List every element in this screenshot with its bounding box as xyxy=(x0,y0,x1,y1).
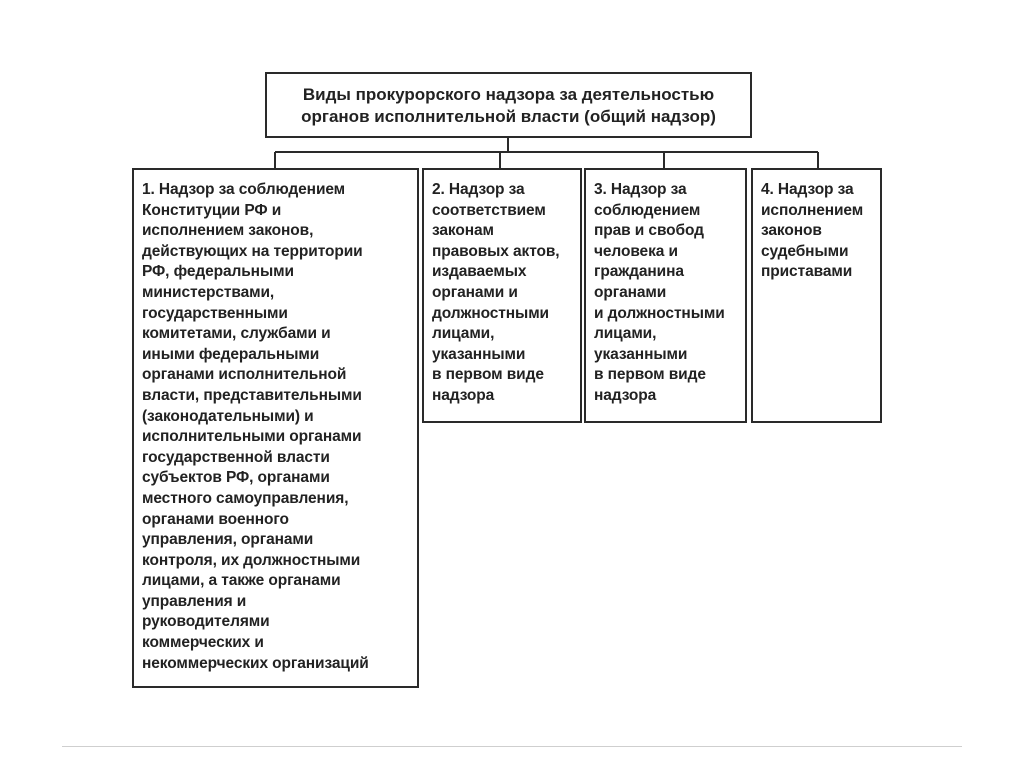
branch-4-line: 4. Надзор за xyxy=(761,181,854,198)
branch-2-line: лицами, xyxy=(432,325,495,343)
branch-1-line: 1. Надзор за соблюдением xyxy=(142,181,346,198)
branch-1-line: некоммерческих организаций xyxy=(142,654,369,672)
branch-1-line: государственной власти xyxy=(142,448,330,466)
branch-1-line: власти, представительными xyxy=(142,386,362,404)
branch-1-line: субъектов РФ, органами xyxy=(142,469,330,487)
branch-1-line: органами военного xyxy=(142,510,289,528)
branch-4-line: судебными xyxy=(761,242,849,260)
branch-2-line: издаваемых xyxy=(432,263,527,281)
branch-4-line: законов xyxy=(761,222,822,240)
branch-3-line: надзора xyxy=(594,386,657,404)
branch-1-line: руководителями xyxy=(142,613,270,631)
branch-2-line: в первом виде xyxy=(432,366,544,384)
branch-1-line: министерствами, xyxy=(142,283,275,301)
branch-2-line: органами и xyxy=(432,283,518,301)
branch-2-line: правовых актов, xyxy=(432,242,560,260)
branch-2-line: должностными xyxy=(432,304,549,322)
branch-3-line: 3. Надзор за xyxy=(594,181,687,198)
branch-node-1 xyxy=(132,168,419,688)
branch-3-line: лицами, xyxy=(594,325,657,343)
branch-3-line: прав и свобод xyxy=(594,222,704,240)
root-title-line-2: органов исполнительной власти (общий надзор) xyxy=(301,107,716,126)
branch-2-line: надзора xyxy=(432,386,495,404)
branch-3-line: указанными xyxy=(594,345,688,363)
branch-1-line: действующих на территории xyxy=(142,242,363,260)
branch-2-line: 2. Надзор за xyxy=(432,181,525,198)
branch-node-2 xyxy=(422,168,582,423)
branch-1-line: иными федеральными xyxy=(142,345,320,363)
branch-node-4 xyxy=(751,168,882,423)
root-node-box xyxy=(265,72,752,138)
branch-2-line: соответствием xyxy=(432,201,546,219)
branch-1-line: местного самоуправления, xyxy=(142,489,349,507)
branch-3-line: человека и xyxy=(594,242,678,260)
branch-1-line: управления и xyxy=(142,592,247,610)
branch-2-line: указанными xyxy=(432,345,526,363)
branch-1-line: управления, органами xyxy=(142,531,314,549)
branch-1-line: коммерческих и xyxy=(142,634,264,652)
branch-1-line: исполнением законов, xyxy=(142,222,314,240)
branch-3-line: соблюдением xyxy=(594,201,701,219)
branch-3-line: гражданина xyxy=(594,263,684,281)
branch-4-line: приставами xyxy=(761,263,853,281)
branch-3-line: и должностными xyxy=(594,304,725,322)
branch-3-line: в первом виде xyxy=(594,366,706,384)
branch-1-line: исполнительными органами xyxy=(142,428,362,446)
branch-1-line: Конституции РФ и xyxy=(142,201,282,219)
branch-2-line: законам xyxy=(432,222,494,240)
branch-1-line: органами исполнительной xyxy=(142,366,347,384)
branch-1-line: (законодательными) и xyxy=(142,407,314,425)
root-title-line-1: Виды прокурорского надзора за деятельностью xyxy=(302,85,715,104)
bottom-divider xyxy=(62,746,962,747)
branch-1-line: контроля, их должностными xyxy=(142,551,361,569)
branch-1-line: лицами, а также органами xyxy=(142,572,341,590)
branch-1-line: государственными xyxy=(142,304,288,322)
branch-4-line: исполнением xyxy=(761,201,864,219)
branch-1-line: комитетами, службами и xyxy=(142,325,331,343)
branch-node-3 xyxy=(584,168,747,423)
branch-1-line: РФ, федеральными xyxy=(142,263,294,281)
branch-3-line: органами xyxy=(594,283,667,301)
